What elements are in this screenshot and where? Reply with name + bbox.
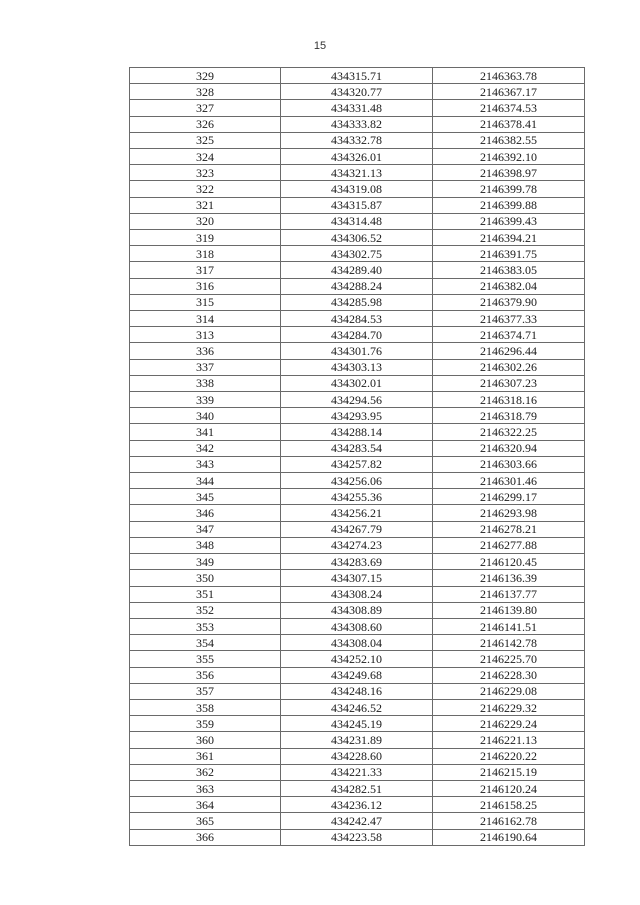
table-row (130, 181, 585, 197)
table-row (130, 213, 585, 229)
point-number-cell: 338 (130, 375, 281, 391)
y-coordinate-cell: 2146229.08 (433, 683, 585, 699)
x-coordinate-cell: 434246.52 (281, 699, 433, 715)
y-coordinate-cell: 2146277.88 (433, 537, 585, 553)
y-coordinate-cell: 2146394.21 (433, 230, 585, 246)
x-coordinate-cell: 434306.52 (281, 230, 433, 246)
table-row (130, 165, 585, 181)
y-coordinate-cell: 2146215.19 (433, 764, 585, 780)
x-coordinate-cell: 434252.10 (281, 651, 433, 667)
table-row (130, 311, 585, 327)
point-number-cell: 315 (130, 294, 281, 310)
y-coordinate-cell: 2146392.10 (433, 149, 585, 165)
x-coordinate-cell: 434274.23 (281, 537, 433, 553)
x-coordinate-cell: 434231.89 (281, 732, 433, 748)
y-coordinate-cell: 2146229.32 (433, 699, 585, 715)
table-row (130, 797, 585, 813)
y-coordinate-cell: 2146379.90 (433, 294, 585, 310)
point-number-cell: 314 (130, 311, 281, 327)
y-coordinate-cell: 2146120.24 (433, 780, 585, 796)
table-row (130, 262, 585, 278)
y-coordinate-cell: 2146299.17 (433, 489, 585, 505)
point-number-cell: 336 (130, 343, 281, 359)
table-row (130, 84, 585, 100)
table-row (130, 651, 585, 667)
y-coordinate-cell: 2146377.33 (433, 311, 585, 327)
y-coordinate-cell: 2146367.17 (433, 84, 585, 100)
point-number-cell: 318 (130, 246, 281, 262)
point-number-cell: 328 (130, 84, 281, 100)
y-coordinate-cell: 2146378.41 (433, 116, 585, 132)
point-number-cell: 324 (130, 149, 281, 165)
table-row (130, 68, 585, 84)
point-number-cell: 355 (130, 651, 281, 667)
x-coordinate-cell: 434288.14 (281, 424, 433, 440)
y-coordinate-cell: 2146303.66 (433, 456, 585, 472)
y-coordinate-cell: 2146374.71 (433, 327, 585, 343)
table-row (130, 149, 585, 165)
x-coordinate-cell: 434267.79 (281, 521, 433, 537)
table-row (130, 716, 585, 732)
table-row (130, 699, 585, 715)
table-row (130, 554, 585, 570)
x-coordinate-cell: 434320.77 (281, 84, 433, 100)
x-coordinate-cell: 434283.54 (281, 440, 433, 456)
table-row (130, 570, 585, 586)
point-number-cell: 344 (130, 473, 281, 489)
point-number-cell: 358 (130, 699, 281, 715)
x-coordinate-cell: 434228.60 (281, 748, 433, 764)
point-number-cell: 364 (130, 797, 281, 813)
x-coordinate-cell: 434236.12 (281, 797, 433, 813)
table-row (130, 667, 585, 683)
table-row (130, 132, 585, 148)
point-number-cell: 348 (130, 537, 281, 553)
y-coordinate-cell: 2146141.51 (433, 618, 585, 634)
y-coordinate-cell: 2146162.78 (433, 813, 585, 829)
table-row (130, 343, 585, 359)
x-coordinate-cell: 434308.60 (281, 618, 433, 634)
table-row (130, 473, 585, 489)
table-row (130, 294, 585, 310)
y-coordinate-cell: 2146399.88 (433, 197, 585, 213)
table-row (130, 375, 585, 391)
table-row (130, 586, 585, 602)
point-number-cell: 316 (130, 278, 281, 294)
x-coordinate-cell: 434242.47 (281, 813, 433, 829)
y-coordinate-cell: 2146318.79 (433, 408, 585, 424)
point-number-cell: 341 (130, 424, 281, 440)
x-coordinate-cell: 434284.70 (281, 327, 433, 343)
y-coordinate-cell: 2146320.94 (433, 440, 585, 456)
y-coordinate-cell: 2146225.70 (433, 651, 585, 667)
table-row (130, 732, 585, 748)
x-coordinate-cell: 434293.95 (281, 408, 433, 424)
y-coordinate-cell: 2146228.30 (433, 667, 585, 683)
point-number-cell: 342 (130, 440, 281, 456)
x-coordinate-cell: 434326.01 (281, 149, 433, 165)
point-number-cell: 347 (130, 521, 281, 537)
table-row (130, 456, 585, 472)
y-coordinate-cell: 2146142.78 (433, 635, 585, 651)
point-number-cell: 319 (130, 230, 281, 246)
y-coordinate-cell: 2146137.77 (433, 586, 585, 602)
y-coordinate-cell: 2146293.98 (433, 505, 585, 521)
point-number-cell: 346 (130, 505, 281, 521)
x-coordinate-cell: 434283.69 (281, 554, 433, 570)
x-coordinate-cell: 434301.76 (281, 343, 433, 359)
y-coordinate-cell: 2146383.05 (433, 262, 585, 278)
coordinate-table (129, 67, 585, 846)
x-coordinate-cell: 434223.58 (281, 829, 433, 845)
point-number-cell: 361 (130, 748, 281, 764)
point-number-cell: 339 (130, 392, 281, 408)
table-row (130, 408, 585, 424)
y-coordinate-cell: 2146318.16 (433, 392, 585, 408)
table-row (130, 537, 585, 553)
x-coordinate-cell: 434294.56 (281, 392, 433, 408)
x-coordinate-cell: 434319.08 (281, 181, 433, 197)
point-number-cell: 323 (130, 165, 281, 181)
x-coordinate-cell: 434308.89 (281, 602, 433, 618)
x-coordinate-cell: 434285.98 (281, 294, 433, 310)
x-coordinate-cell: 434314.48 (281, 213, 433, 229)
y-coordinate-cell: 2146307.23 (433, 375, 585, 391)
x-coordinate-cell: 434332.78 (281, 132, 433, 148)
y-coordinate-cell: 2146398.97 (433, 165, 585, 181)
table-row (130, 780, 585, 796)
x-coordinate-cell: 434315.87 (281, 197, 433, 213)
x-coordinate-cell: 434256.06 (281, 473, 433, 489)
point-number-cell: 329 (130, 68, 281, 84)
point-number-cell: 326 (130, 116, 281, 132)
x-coordinate-cell: 434333.82 (281, 116, 433, 132)
point-number-cell: 365 (130, 813, 281, 829)
point-number-cell: 363 (130, 780, 281, 796)
point-number-cell: 325 (130, 132, 281, 148)
table-row (130, 246, 585, 262)
point-number-cell: 317 (130, 262, 281, 278)
x-coordinate-cell: 434248.16 (281, 683, 433, 699)
y-coordinate-cell: 2146391.75 (433, 246, 585, 262)
table-row (130, 764, 585, 780)
point-number-cell: 337 (130, 359, 281, 375)
y-coordinate-cell: 2146363.78 (433, 68, 585, 84)
x-coordinate-cell: 434302.75 (281, 246, 433, 262)
table-row (130, 359, 585, 375)
x-coordinate-cell: 434221.33 (281, 764, 433, 780)
point-number-cell: 357 (130, 683, 281, 699)
point-number-cell: 321 (130, 197, 281, 213)
y-coordinate-cell: 2146278.21 (433, 521, 585, 537)
y-coordinate-cell: 2146221.13 (433, 732, 585, 748)
x-coordinate-cell: 434288.24 (281, 278, 433, 294)
table-row (130, 100, 585, 116)
point-number-cell: 356 (130, 667, 281, 683)
point-number-cell: 313 (130, 327, 281, 343)
point-number-cell: 349 (130, 554, 281, 570)
y-coordinate-cell: 2146301.46 (433, 473, 585, 489)
x-coordinate-cell: 434249.68 (281, 667, 433, 683)
x-coordinate-cell: 434255.36 (281, 489, 433, 505)
x-coordinate-cell: 434282.51 (281, 780, 433, 796)
y-coordinate-cell: 2146136.39 (433, 570, 585, 586)
point-number-cell: 352 (130, 602, 281, 618)
y-coordinate-cell: 2146322.25 (433, 424, 585, 440)
table-row (130, 602, 585, 618)
table-row (130, 424, 585, 440)
table-row (130, 392, 585, 408)
table-row (130, 489, 585, 505)
point-number-cell: 343 (130, 456, 281, 472)
x-coordinate-cell: 434308.04 (281, 635, 433, 651)
point-number-cell: 354 (130, 635, 281, 651)
point-number-cell: 351 (130, 586, 281, 602)
y-coordinate-cell: 2146399.43 (433, 213, 585, 229)
y-coordinate-cell: 2146302.26 (433, 359, 585, 375)
y-coordinate-cell: 2146139.80 (433, 602, 585, 618)
table-row (130, 748, 585, 764)
x-coordinate-cell: 434307.15 (281, 570, 433, 586)
coordinate-table-body (130, 68, 585, 846)
point-number-cell: 366 (130, 829, 281, 845)
table-row (130, 327, 585, 343)
table-row (130, 505, 585, 521)
y-coordinate-cell: 2146399.78 (433, 181, 585, 197)
table-row (130, 521, 585, 537)
point-number-cell: 327 (130, 100, 281, 116)
y-coordinate-cell: 2146382.04 (433, 278, 585, 294)
y-coordinate-cell: 2146296.44 (433, 343, 585, 359)
y-coordinate-cell: 2146374.53 (433, 100, 585, 116)
x-coordinate-cell: 434256.21 (281, 505, 433, 521)
x-coordinate-cell: 434303.13 (281, 359, 433, 375)
table-row (130, 829, 585, 845)
point-number-cell: 360 (130, 732, 281, 748)
x-coordinate-cell: 434302.01 (281, 375, 433, 391)
table-row (130, 440, 585, 456)
table-row (130, 635, 585, 651)
point-number-cell: 345 (130, 489, 281, 505)
y-coordinate-cell: 2146158.25 (433, 797, 585, 813)
point-number-cell: 359 (130, 716, 281, 732)
x-coordinate-cell: 434315.71 (281, 68, 433, 84)
point-number-cell: 322 (130, 181, 281, 197)
x-coordinate-cell: 434321.13 (281, 165, 433, 181)
table-row (130, 683, 585, 699)
point-number-cell: 362 (130, 764, 281, 780)
x-coordinate-cell: 434245.19 (281, 716, 433, 732)
x-coordinate-cell: 434289.40 (281, 262, 433, 278)
y-coordinate-cell: 2146190.64 (433, 829, 585, 845)
table-row (130, 197, 585, 213)
x-coordinate-cell: 434257.82 (281, 456, 433, 472)
x-coordinate-cell: 434284.53 (281, 311, 433, 327)
table-row (130, 618, 585, 634)
point-number-cell: 320 (130, 213, 281, 229)
table-row (130, 813, 585, 829)
x-coordinate-cell: 434331.48 (281, 100, 433, 116)
x-coordinate-cell: 434308.24 (281, 586, 433, 602)
point-number-cell: 353 (130, 618, 281, 634)
table-row (130, 116, 585, 132)
point-number-cell: 340 (130, 408, 281, 424)
y-coordinate-cell: 2146220.22 (433, 748, 585, 764)
y-coordinate-cell: 2146120.45 (433, 554, 585, 570)
page-number: 15 (313, 40, 327, 52)
point-number-cell: 350 (130, 570, 281, 586)
y-coordinate-cell: 2146382.55 (433, 132, 585, 148)
table-row (130, 230, 585, 246)
y-coordinate-cell: 2146229.24 (433, 716, 585, 732)
table-row (130, 278, 585, 294)
